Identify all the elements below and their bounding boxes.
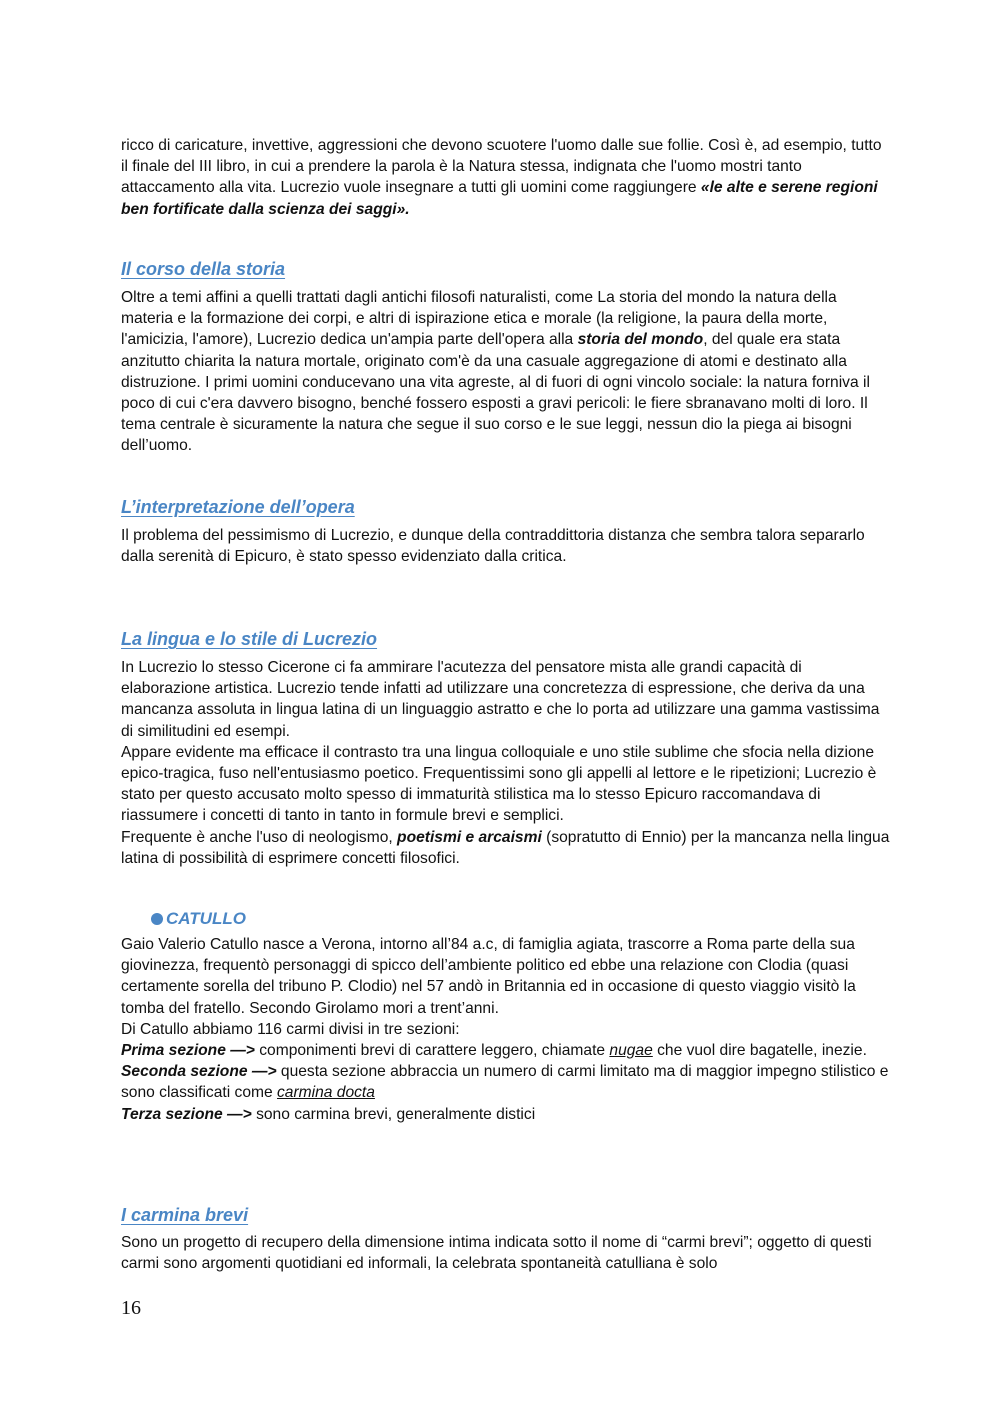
- text: sono carmina brevi, generalmente distici: [251, 1105, 536, 1123]
- paragraph-interpretazione: [121, 525, 891, 567]
- page-number: 16: [121, 1297, 141, 1319]
- text: componimenti brevi di carattere leggero, chiamate: [254, 1042, 610, 1060]
- text: Di Catullo abbiamo 116 carmi divisi in tre sezioni:: [121, 1020, 460, 1038]
- text: In Lucrezio lo stesso Cicerone ci fa ammirare l'acutezza del pensatore mista alle grandi capacità di elaborazione artistica. Lucrezio tende infatti ad utilizzare una concretezza di espressione, che deriva da una mancanza assoluta in lingua latina di un linguaggio astratto e che lo porta ad utilizzare una gamma vastissima di similitudini ed esempi.: [121, 659, 880, 740]
- text: che vuol dire bagatelle, inezie.: [652, 1042, 867, 1060]
- emphasis: storia del mondo: [577, 331, 704, 349]
- section-label: Terza sezione —>: [121, 1105, 252, 1123]
- paragraph-carmina-brevi: [121, 1232, 891, 1274]
- heading-lingua-stile: La lingua e lo stile di Lucrezio: [121, 629, 378, 649]
- intro-text: ricco di caricature, invettive, aggressioni che devono scuotere l'uomo dalle sue follie. Così è, ad esempio, tutto il finale del III libro, in cui a prendere la parola è la Natura stessa, indignata che l'uomo mostri tanto attaccamento alla vita. Lucrezio vuole insegnare a tutti gli uomini come raggiungere: [121, 137, 882, 197]
- intro-paragraph: [121, 135, 891, 220]
- heading-carmina-brevi: I carmina brevi: [121, 1205, 249, 1225]
- section-label: Prima sezione —>: [121, 1042, 255, 1060]
- text: Sono un progetto di recupero della dimensione intima indicata sotto il nome di “carmi brevi”; oggetto di questi carmi sono argomenti quotidiani ed informali, la celebrata spontaneità catulliana è solo: [121, 1234, 872, 1273]
- paragraph-corso-storia: [121, 287, 891, 457]
- heading-catullo: [151, 908, 246, 929]
- text: questa sezione abbraccia un numero di carmi limitato ma di maggior impegno stilistico e sono classificati come: [121, 1063, 889, 1102]
- text: (sopratutto di Ennio) per la mancanza nella lingua latina di possibilità di esprimere concetti filosofici.: [121, 828, 890, 867]
- text: Appare evidente ma efficace il contrasto tra una lingua colloquiale e uno stile sublime che sfocia nella dizione epico-tragica, fuso nell'entusiasmo poetico. Frequentissimi sono gli appelli al lettore e le ripetizioni; Lucrezio è stato per questo accusato molto spesso di immaturità stilistica ma lo stesso Epicuro raccomandava di riassumere i concetti di tanto in tanto in formule brevi e semplici.: [121, 743, 877, 825]
- underlined-term: nugae: [609, 1042, 653, 1060]
- text: Gaio Valerio Catullo nasce a Verona, intorno all’84 a.c, di famiglia agiata, trascorre a Roma parte della sua giovinezza, frequentò personaggi di spicco dell’ambiente politico ed ebbe una relazione con Clodia (quasi certamente sorella del tribuno P. Clodio) nel 57 andò in Britannia ed in occasione di questo viaggio visitò la tomba del fratello. Secondo Girolamo mori a trent’anni.: [121, 936, 856, 1017]
- intro-quote: «le alte e serene regioni ben fortificate dalla scienza dei saggi».: [121, 179, 878, 218]
- section-label: Seconda sezione —>: [121, 1063, 277, 1081]
- heading-interpretazione: L’interpretazione dell’opera: [121, 497, 355, 517]
- heading-catullo-label: CATULLO: [166, 909, 246, 928]
- text: Oltre a temi affini a quelli trattati dagli antichi filosofi naturalisti, come La storia del mondo la natura della materia e la formazione dei corpi, e altri di ispirazione etica e morale (la religione, la paura della morte, l'amicizia, l'amore), Lucrezio dedica un'ampia parte dell'opera alla: [121, 289, 837, 349]
- text: Frequente è anche l'uso di neologismo,: [121, 828, 398, 846]
- paragraph-catullo: [121, 934, 891, 1125]
- emphasis: poetismi e arcaismi: [397, 828, 542, 846]
- paragraph-lingua-stile: [121, 657, 891, 869]
- text: Il problema del pessimismo di Lucrezio, e dunque della contraddittoria distanza che sembra talora separarlo dalla serenità di Epicuro, è stato spesso evidenziato dalla critica.: [121, 527, 865, 566]
- bullet-icon: [151, 913, 163, 925]
- heading-corso-storia: Il corso della storia: [121, 259, 286, 279]
- underlined-term: carmina docta: [277, 1084, 375, 1102]
- text: , del quale era stata anzitutto chiarita la natura mortale, originato com'è da una casuale aggregazione di atomi e destinato alla distruzione. I primi uomini conducevano una vita agreste, al di fuori di ogni vincolo sociale: la natura forniva il poco di cui c'era davvero bisogno, benché fossero esposti a gravi pericoli: le fiere sbranavano molti di loro. Il tema centrale è sicuramente la natura che segue il suo corso e le sue leggi, nessun dio la piega ai bisogni dell’uomo.: [121, 331, 870, 455]
